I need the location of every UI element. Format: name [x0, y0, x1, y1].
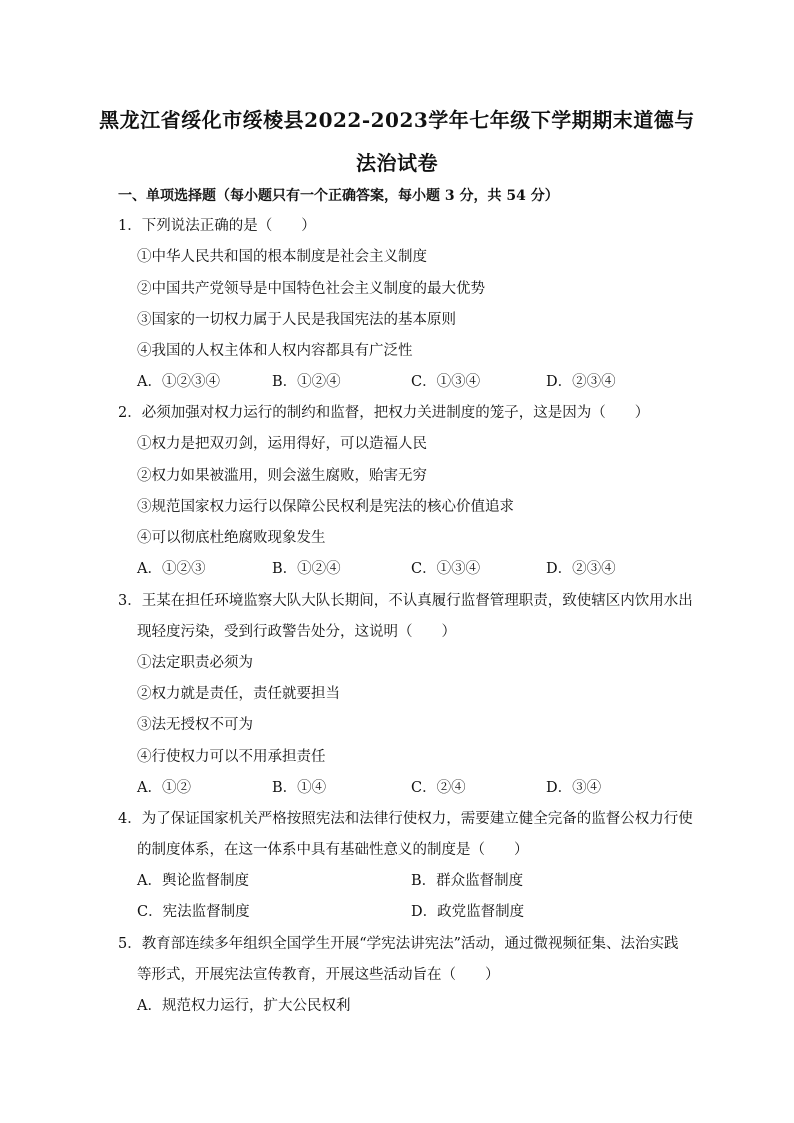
question-4-choice-c: C．宪法监督制度: [137, 904, 250, 920]
question-4-choice-a: A．舆论监督制度: [137, 873, 249, 889]
question-3-choice-a: A．①②: [137, 780, 191, 796]
question-2-statement-1: ①权力是把双刃剑，运用得好，可以造福人民: [137, 436, 427, 452]
question-1-choice-b: B．①②④: [272, 374, 341, 390]
question-2-statement-4: ④可以彻底杜绝腐败现象发生: [137, 530, 326, 546]
question-2-choice-d: D．②③④: [546, 561, 616, 577]
exam-title-line-2: 法治试卷: [356, 151, 438, 175]
question-3-statement-3: ③法无授权不可为: [137, 717, 253, 733]
question-1-choice-a: A．①②③④: [137, 374, 220, 390]
question-5-stem-line-1: 5．教育部连续多年组织全国学生开展“学宪法讲宪法”活动，通过微视频征集、法治实践: [118, 936, 679, 952]
question-2-choice-c: C．①③④: [411, 561, 481, 577]
question-1-choice-d: D．②③④: [546, 374, 616, 390]
question-1-stem: 1．下列说法正确的是（ ）: [118, 218, 316, 234]
question-2-choice-a: A．①②③: [137, 561, 206, 577]
question-2-choice-b: B．①②④: [272, 561, 341, 577]
question-5-choice-a: A．规范权力运行，扩大公民权利: [137, 998, 351, 1014]
question-3-stem-line-1: 3．王某在担任环境监察大队大队长期间，不认真履行监督管理职责，致使辖区内饮用水出: [118, 593, 693, 609]
question-2-statement-3: ③规范国家权力运行以保障公民权利是宪法的核心价值追求: [137, 499, 514, 515]
question-3-statement-1: ①法定职责必须为: [137, 655, 253, 671]
question-1-statement-2: ②中国共产党领导是中国特色社会主义制度的最大优势: [137, 281, 485, 297]
question-1-statement-4: ④我国的人权主体和人权内容都具有广泛性: [137, 343, 413, 359]
question-1-statement-3: ③国家的一切权力属于人民是我国宪法的基本原则: [137, 312, 456, 328]
question-3-choice-b: B．①④: [272, 780, 327, 796]
question-3-stem-line-2: 现轻度污染，受到行政警告处分，这说明（ ）: [137, 624, 456, 640]
question-1-choice-c: C．①③④: [411, 374, 481, 390]
section-heading: 一、单项选择题（每小题只有一个正确答案，每小题 3 分，共 54 分）: [118, 188, 559, 204]
question-4-choice-b: B．群众监督制度: [411, 873, 524, 889]
question-4-choice-d: D．政党监督制度: [411, 904, 525, 920]
question-3-choice-c: C．②④: [411, 780, 466, 796]
question-4-stem-line-1: 4．为了保证国家机关严格按照宪法和法律行使权力，需要建立健全完备的监督公权力行使: [118, 811, 693, 827]
question-2-statement-2: ②权力如果被滥用，则会滋生腐败，贻害无穷: [137, 468, 427, 484]
question-3-statement-2: ②权力就是责任，责任就要担当: [137, 686, 340, 702]
exam-title-line-1: 黑龙江省绥化市绥棱县2022-2023学年七年级下学期期末道德与: [99, 108, 695, 132]
question-3-choice-d: D．③④: [546, 780, 602, 796]
question-5-stem-line-2: 等形式，开展宪法宣传教育，开展这些活动旨在（ ）: [137, 967, 500, 983]
question-4-stem-line-2: 的制度体系，在这一体系中具有基础性意义的制度是（ ）: [137, 842, 529, 858]
question-1-statement-1: ①中华人民共和国的根本制度是社会主义制度: [137, 249, 427, 265]
question-2-stem: 2．必须加强对权力运行的制约和监督，把权力关进制度的笼子，这是因为（ ）: [118, 405, 650, 421]
question-3-statement-4: ④行使权力可以不用承担责任: [137, 749, 326, 765]
